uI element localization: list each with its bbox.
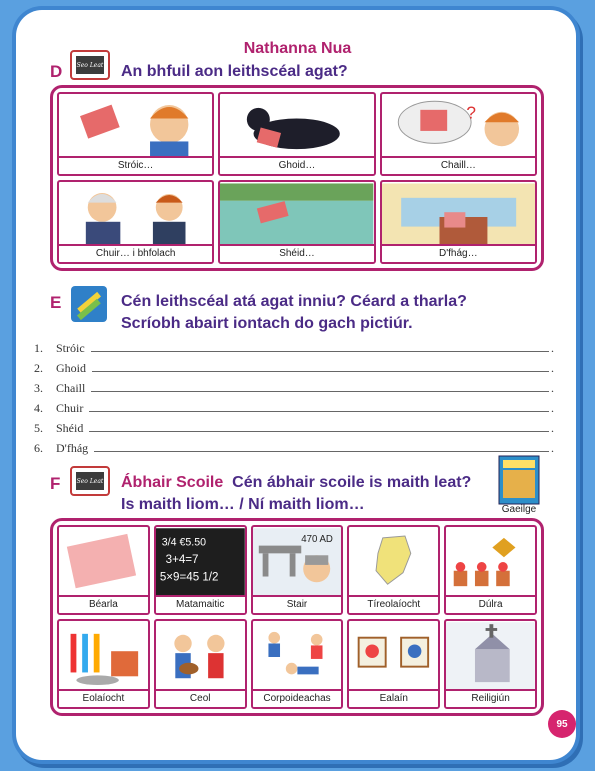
writing-line[interactable]: 6. D'fhág . <box>34 441 554 455</box>
subject-reiligiun: Reiligiún <box>444 619 537 709</box>
section-f-letter: F <box>50 474 61 493</box>
writing-line[interactable]: 2. Ghoid . <box>34 361 554 375</box>
section-e-letter: E <box>50 293 62 312</box>
svg-text:3/4 €5.50: 3/4 €5.50 <box>161 536 206 549</box>
writing-line[interactable]: 5. Shéid . <box>34 421 554 435</box>
picture-dfhag: D'fhág… <box>380 180 537 264</box>
picture-ghoid: Ghoid… <box>218 92 375 176</box>
subject-dulra: Dúlra <box>444 525 537 615</box>
subjects-picture-grid <box>50 518 544 716</box>
page-title: Nathanna Nua <box>243 40 352 57</box>
svg-text:?: ? <box>465 102 476 123</box>
subject-tireolaiocht: Tíreolaíocht <box>347 525 440 615</box>
svg-text:3+4=7: 3+4=7 <box>165 554 199 566</box>
subject-stair: 470 AD Stair <box>251 525 344 615</box>
svg-text:5×9=45 1/2: 5×9=45 1/2 <box>159 571 219 584</box>
chalkboard-icon: Seo Leat <box>70 50 110 80</box>
subject-ealain: Ealaín <box>347 619 440 709</box>
picture-stroic: Stróic… <box>57 92 214 176</box>
subject-ceol: Ceol <box>154 619 247 709</box>
picture-chuir-i-bhfolach: Chuir… i bhfolach <box>57 180 214 264</box>
writing-lines <box>34 336 554 456</box>
picture-chaill: ? Chaill… <box>380 92 537 176</box>
subject-eolaiocht: Eolaíocht <box>57 619 150 709</box>
section-d-letter: D <box>50 62 63 81</box>
section-e-instructions: Cén leithscéal atá agat inniu? Céard a tharla? Scríobh abairt iontach do gach pictiúr. <box>121 293 467 332</box>
page-number: 95 <box>548 710 576 738</box>
section-f-instructions: Ábhair Scoile Cén ábhair scoile is maith leat? Is maith liom… / Ní maith liom… <box>121 474 472 513</box>
writing-line[interactable]: 4. Chuir . <box>34 401 554 415</box>
svg-text:470 AD: 470 AD <box>300 533 333 545</box>
gaeilge-label: Gaeilge <box>501 504 537 515</box>
chalkboard-icon: Seo Leat <box>70 466 110 496</box>
writing-line[interactable]: 3. Chaill . <box>34 381 554 395</box>
gaeilge-book-icon <box>497 454 541 506</box>
excuse-picture-grid <box>50 85 544 271</box>
subject-bearla: Béarla <box>57 525 150 615</box>
picture-sheid: Shéid… <box>218 180 375 264</box>
writing-line[interactable]: 1. Stróic . <box>34 341 554 355</box>
pencil-icon <box>71 286 107 322</box>
section-d-question: An bhfuil aon leithscéal agat? <box>121 63 348 80</box>
subject-matamaitic: 3/4 €5.50 3+4=7 5×9=45 1/2 Matamaitic <box>154 525 247 615</box>
subject-corpoideachas: Corpoideachas <box>251 619 344 709</box>
